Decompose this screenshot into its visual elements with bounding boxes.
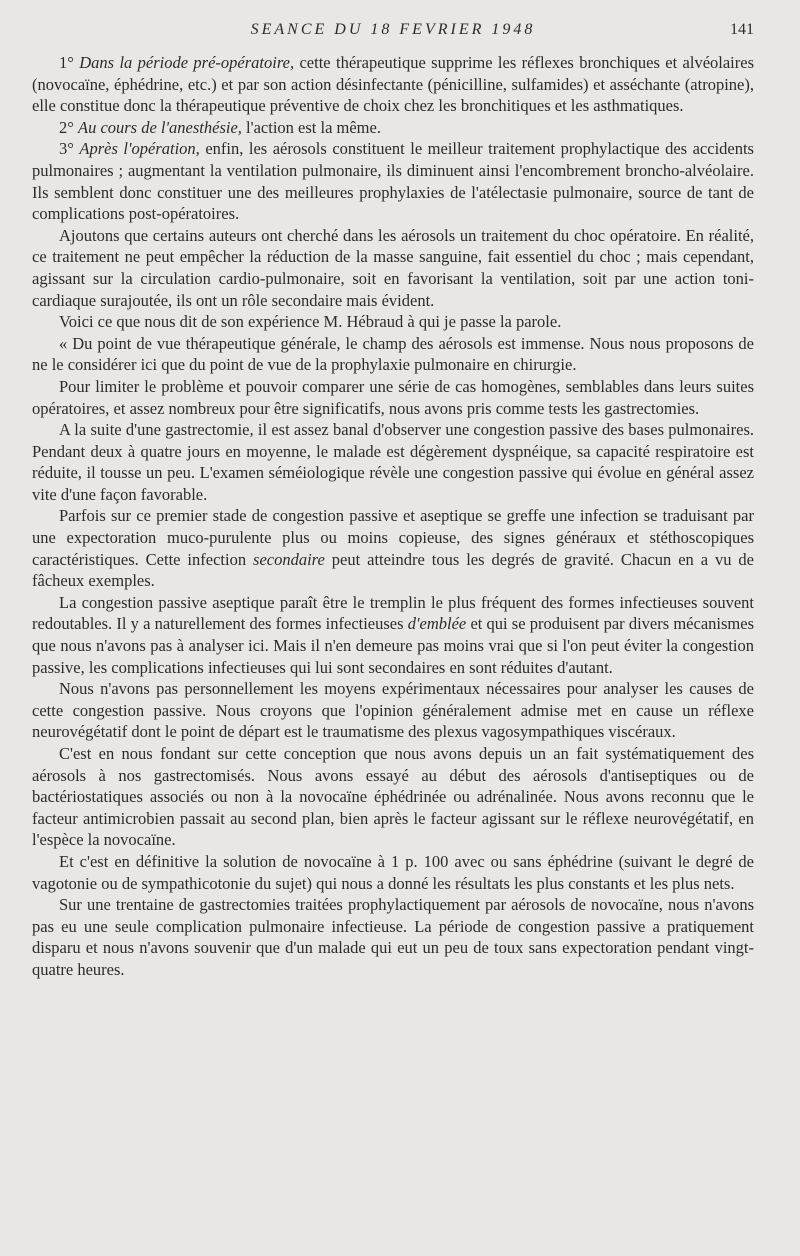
page-header xyxy=(32,18,754,42)
paragraph-12: C'est en nous fondant sur cette conception que nous avons depuis un an fait systématiquement des aérosols à nos gastrectomisés. Nous avons essayé au début des aérosols d'antiseptiques ou de bactériostatiques associés ou non à la novocaïne éphédrinée ou adrénalinée. Nous avons reconnu que le facteur antimicrobien passait au second plan, bien après le facteur agissant sur le réflexe neurovégétatif, en l'espèce la novocaïne. xyxy=(32,744,754,850)
paragraph-14: Sur une trentaine de gastrectomies traitées prophylactiquement par aérosols de novocaïne, nous n'avons pas eu une seule complication pulmonaire infectieuse. La période de congestion passive a pratiquement disparu et nous n'avons souvenir que d'un malade qui eut un peu de toux sans expectoration pendant vingt-quatre heures. xyxy=(32,895,754,979)
paragraph-9: Parfois sur ce premier stade de congestion passive et aseptique se greffe une infection se traduisant par une expectoration muco-purulente plus ou moins copieuse, des signes généraux et stéthoscopiques caractéristiques. Cette infection secondaire peut atteindre tous les degrés de gravité. Chacun en a vu de fâcheux exemples. xyxy=(32,506,755,591)
paragraph-5: Voici ce que nous dit de son expérience M. Hébraud à qui je passe la parole. xyxy=(59,312,562,332)
body-text xyxy=(32,52,754,981)
paragraph-8: A la suite d'une gastrectomie, il est assez banal d'observer une congestion passive des bases pulmonaires. Pendant deux à quatre jours en moyenne, le malade est dégèrement dyspnéique, sa capacité respiratoire est réduite, il tousse un peu. L'examen séméiologique révèle une congestion passive qui évolue en général assez vite d'une façon favorable. xyxy=(32,420,754,504)
paragraph-11: Nous n'avons pas personnellement les moyens expérimentaux nécessaires pour analyser les causes de cette congestion passive. Nous croyons que l'opinion généralement admise met en cause un réflexe neurovégétatif dont le point de départ est le traumatisme des plexus vagosympathiques viscéraux. xyxy=(32,679,754,742)
page-number: 141 xyxy=(730,21,754,38)
paragraph-10: La congestion passive aseptique paraît être le tremplin le plus fréquent des formes infectieuses souvent redoutables. Il y a naturellement des formes infectieuses d'emblée et qui se produisent par divers mécanismes que nous n'avons pas à analyser ici. Mais il n'en demeure pas moins vrai que si l'on peut éviter la congestion passive, les complications infectieuses qui lui sont secondaires en sont réduites d'autant. xyxy=(32,592,754,677)
paragraph-2: 2° Au cours de l'anesthésie, l'action est la même. xyxy=(59,117,381,137)
paragraph-1: 1° Dans la période pré-opératoire, cette thérapeutique supprime les réflexes bronchiques et alvéolaires (novocaïne, éphédrine, etc.) et par son action désinfectante (pénicilline, sulfamides) et asséchante (atropine), elle constitue donc la thérapeutique préventive de choix chez les bronchitiques et les asthmatiques. xyxy=(32,53,754,116)
paragraph-4: Ajoutons que certains auteurs ont cherché dans les aérosols un traitement du choc opératoire. En réalité, ce traitement ne peut empêcher la réduction de la masse sanguine, fait essentiel du choc ; mais cependant, agissant sur la circulation cardio-pulmonaire, soit en favorisant la ventilation, soit par une action toni-cardiaque surajoutée, ils ont un rôle secondaire mais évident. xyxy=(32,225,754,310)
paragraph-3: 3° Après l'opération, enfin, les aérosols constituent le meilleur traitement prophylactique des accidents pulmonaires ; augmentant la ventilation pulmonaire, ils diminuent ainsi l'encombrement broncho-alvéolaire. Ils semblent donc constituer une des meilleures prophylaxies de l'atélectasie pulmonaire, source de tant de complications post-opératoires. xyxy=(32,139,754,224)
paragraph-6: « Du point de vue thérapeutique générale, le champ des aérosols est immense. Nous nous proposons de ne le considérer ici que du point de vue de la prophylaxie pulmonaire en chirurgie. xyxy=(32,333,754,375)
paragraph-7: Pour limiter le problème et pouvoir comparer une série de cas homogènes, semblables dans leurs suites opératoires, et assez nombreux pour être significatifs, nous avons pris comme tests les gastrectomies. xyxy=(32,376,754,418)
running-title: SEANCE DU 18 FEVRIER 1948 xyxy=(250,21,536,38)
paragraph-13: Et c'est en définitive la solution de novocaïne à 1 p. 100 avec ou sans éphédrine (suivant le degré de vagotonie ou de sympathicotonie du sujet) qui nous a donné les résultats les plus constants et les plus nets. xyxy=(32,851,754,893)
